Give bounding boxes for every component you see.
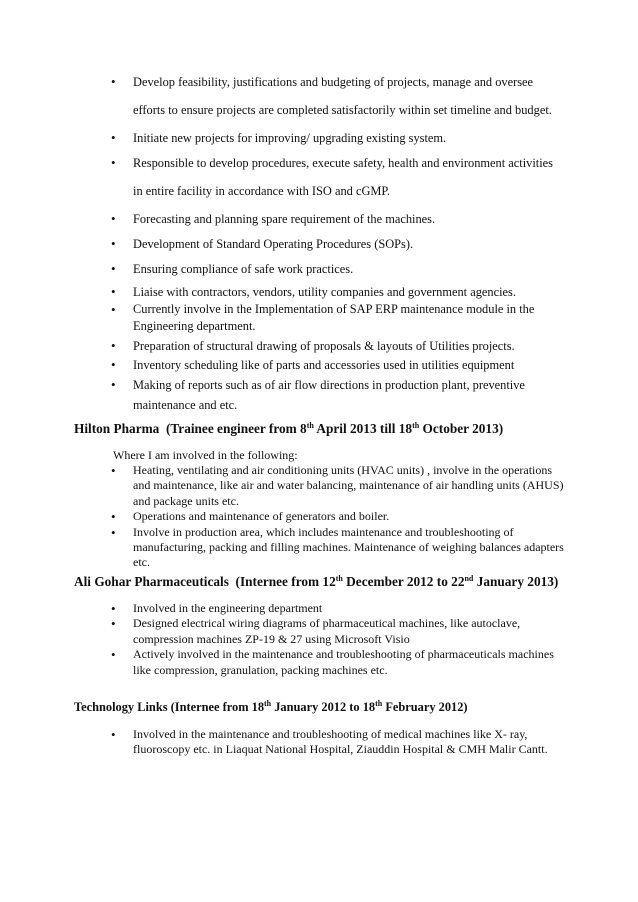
- section-heading-technology-links: [74, 700, 468, 715]
- company-name: Ali Gohar Pharmaceuticals: [74, 574, 229, 589]
- ordinal-suffix: nd: [464, 574, 474, 583]
- list-item: • Preparation of structural drawing of proposals & layouts of Utilities projects.: [95, 338, 565, 355]
- hilton-duties-list: [95, 463, 570, 571]
- ali-gohar-duties-list: [95, 601, 570, 678]
- company-name: Hilton Pharma: [74, 421, 160, 436]
- list-item: • Liaise with contractors, vendors, utility companies and government agencies.: [95, 284, 565, 301]
- list-item: • Making of reports such as of air flow directions in production plant, preventive maintenance and etc.: [95, 375, 565, 415]
- heading-text: February 2012): [382, 700, 468, 714]
- section-heading-hilton: [74, 421, 503, 437]
- list-item: • Responsible to develop procedures, execute safety, health and environment activities in entire facility in accordance with ISO and cGMP.: [95, 149, 565, 205]
- list-item: • Development of Standard Operating Procedures (SOPs).: [95, 230, 565, 255]
- ordinal-suffix: th: [264, 699, 272, 708]
- heading-text: April 2013 till 18: [313, 421, 413, 436]
- list-item: • Forecasting and planning spare requirement of the machines.: [95, 205, 565, 230]
- list-item: • Initiate new projects for improving/ upgrading existing system.: [95, 124, 565, 149]
- heading-text: January 2013): [473, 574, 559, 589]
- heading-text: (Internee from 12: [235, 574, 336, 589]
- list-item: • Operations and maintenance of generators and boiler.: [95, 509, 570, 524]
- list-item: • Actively involved in the maintenance and troubleshooting of pharmaceuticals machines like compression, granulation, packing machines etc.: [95, 647, 570, 678]
- heading-text: October 2013): [419, 421, 504, 436]
- list-item: • Inventory scheduling like of parts and accessories used in utilities equipment: [95, 357, 565, 374]
- list-item: • Involved in the maintenance and troubleshooting of medical machines like X- ray, fluoroscopy etc. in Liaquat National Hospital, Ziauddin Hospital & CMH Malir Cantt.: [95, 727, 570, 758]
- list-item: • Develop feasibility, justifications and budgeting of projects, manage and oversee efforts to ensure projects are completed satisfactorily within set timeline and budget.: [95, 68, 565, 124]
- heading-text: December 2012 to 22: [342, 574, 465, 589]
- list-item: • Involved in the engineering department: [95, 601, 570, 616]
- list-item: • Designed electrical wiring diagrams of pharmaceutical machines, like autoclave, compression machines ZP-19 & 27 using Microsoft Visio: [95, 616, 570, 647]
- list-item: • Heating, ventilating and air conditioning units (HVAC units) , involve in the operations and maintenance, like air and water balancing, maintenance of air handling units (AHUS) and package units etc.: [95, 463, 570, 509]
- company-name: Technology Links: [74, 700, 168, 714]
- intro-text: Where I am involved in the following:: [113, 448, 298, 462]
- list-item: • Currently involve in the Implementation of SAP ERP maintenance module in the Engineering department.: [95, 301, 565, 336]
- ordinal-suffix: th: [306, 421, 314, 430]
- technology-links-duties-list: [95, 727, 570, 758]
- list-item: • Involve in production area, which includes maintenance and troubleshooting of manufacturing, packing and filling machines. Maintenance of weighing balances adapters etc.: [95, 525, 570, 571]
- heading-text: January 2012 to 18: [271, 700, 376, 714]
- responsibilities-list: [95, 68, 565, 417]
- ordinal-suffix: th: [375, 699, 383, 708]
- heading-text: (Internee from 18: [170, 700, 265, 714]
- ordinal-suffix: th: [335, 574, 343, 583]
- list-item: • Ensuring compliance of safe work practices.: [95, 255, 565, 280]
- heading-text: (Trainee engineer from 8: [165, 421, 307, 436]
- ordinal-suffix: th: [412, 421, 420, 430]
- section-heading-ali-gohar: [74, 574, 558, 590]
